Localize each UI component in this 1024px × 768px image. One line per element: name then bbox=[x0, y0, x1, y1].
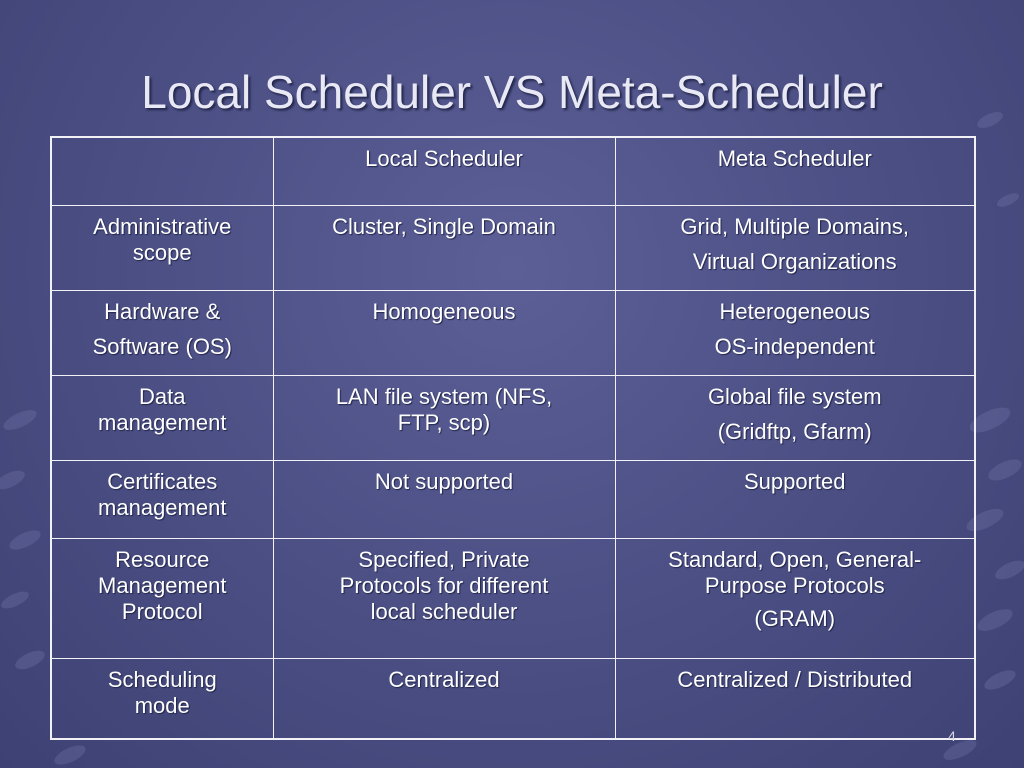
cell-text: (GRAM) bbox=[754, 605, 836, 631]
cell-text: Homogeneous bbox=[372, 298, 516, 324]
meta-scheduler-cell bbox=[615, 290, 975, 375]
comparison-table bbox=[50, 136, 976, 740]
table-row bbox=[51, 538, 975, 658]
meta-scheduler-cell bbox=[615, 460, 975, 538]
cell-text: Centralized bbox=[388, 666, 500, 692]
cell-text: Grid, Multiple Domains, bbox=[680, 213, 910, 239]
cell-text: Supported bbox=[743, 468, 846, 494]
cell-text: Management bbox=[98, 572, 227, 598]
row-label-cell bbox=[51, 538, 273, 658]
row-label-cell bbox=[51, 658, 273, 739]
page-number: 4 bbox=[948, 728, 956, 744]
cell-text: Not supported bbox=[374, 468, 514, 494]
cell-text: Hardware & bbox=[104, 298, 221, 324]
cell-text: Scheduling bbox=[107, 666, 217, 692]
cell-text: Global file system bbox=[707, 383, 882, 409]
cell-text: Purpose Protocols bbox=[704, 572, 885, 598]
cell-text: (Gridftp, Gfarm) bbox=[717, 418, 872, 444]
header-cell-meta-scheduler: Meta Scheduler bbox=[615, 137, 975, 205]
row-label-cell bbox=[51, 375, 273, 460]
local-scheduler-cell bbox=[273, 375, 615, 460]
table-row bbox=[51, 375, 975, 460]
row-label-cell bbox=[51, 290, 273, 375]
table-row bbox=[51, 205, 975, 290]
row-label-cell bbox=[51, 205, 273, 290]
local-scheduler-cell bbox=[273, 460, 615, 538]
cell-text: local scheduler bbox=[370, 598, 518, 624]
cell-text: management bbox=[98, 494, 227, 520]
cell-text: Certificates bbox=[107, 468, 218, 494]
local-scheduler-cell bbox=[273, 290, 615, 375]
cell-text: Software (OS) bbox=[92, 333, 232, 359]
cell-text: Protocol bbox=[121, 598, 203, 624]
cell-text: Virtual Organizations bbox=[692, 248, 897, 274]
meta-scheduler-cell bbox=[615, 538, 975, 658]
table-row bbox=[51, 460, 975, 538]
header-cell-local-scheduler: Local Scheduler bbox=[273, 137, 615, 205]
meta-scheduler-cell bbox=[615, 205, 975, 290]
local-scheduler-cell bbox=[273, 205, 615, 290]
cell-text: LAN file system (NFS, bbox=[335, 383, 553, 409]
cell-text: Resource bbox=[115, 546, 210, 572]
local-scheduler-cell bbox=[273, 658, 615, 739]
cell-text: Administrative bbox=[93, 213, 232, 239]
slide-title: Local Scheduler VS Meta-Scheduler bbox=[141, 66, 883, 118]
cell-text: management bbox=[98, 409, 227, 435]
cell-text: mode bbox=[134, 692, 190, 718]
cell-text: Protocols for different bbox=[339, 572, 549, 598]
cell-text: scope bbox=[132, 239, 192, 265]
cell-text: OS-independent bbox=[714, 333, 875, 359]
cell-text: Cluster, Single Domain bbox=[332, 213, 556, 239]
meta-scheduler-cell bbox=[615, 375, 975, 460]
cell-text: FTP, scp) bbox=[397, 409, 491, 435]
local-scheduler-cell bbox=[273, 538, 615, 658]
table-header-row bbox=[51, 137, 975, 205]
cell-text: Data bbox=[139, 383, 186, 409]
meta-scheduler-cell bbox=[615, 658, 975, 739]
row-label-cell bbox=[51, 460, 273, 538]
cell-text: Standard, Open, General- bbox=[668, 546, 922, 572]
cell-text: Centralized / Distributed bbox=[677, 666, 913, 692]
table-row bbox=[51, 658, 975, 739]
table-row bbox=[51, 290, 975, 375]
cell-text: Heterogeneous bbox=[719, 298, 870, 324]
header-cell-empty bbox=[51, 137, 273, 205]
cell-text: Specified, Private bbox=[358, 546, 530, 572]
